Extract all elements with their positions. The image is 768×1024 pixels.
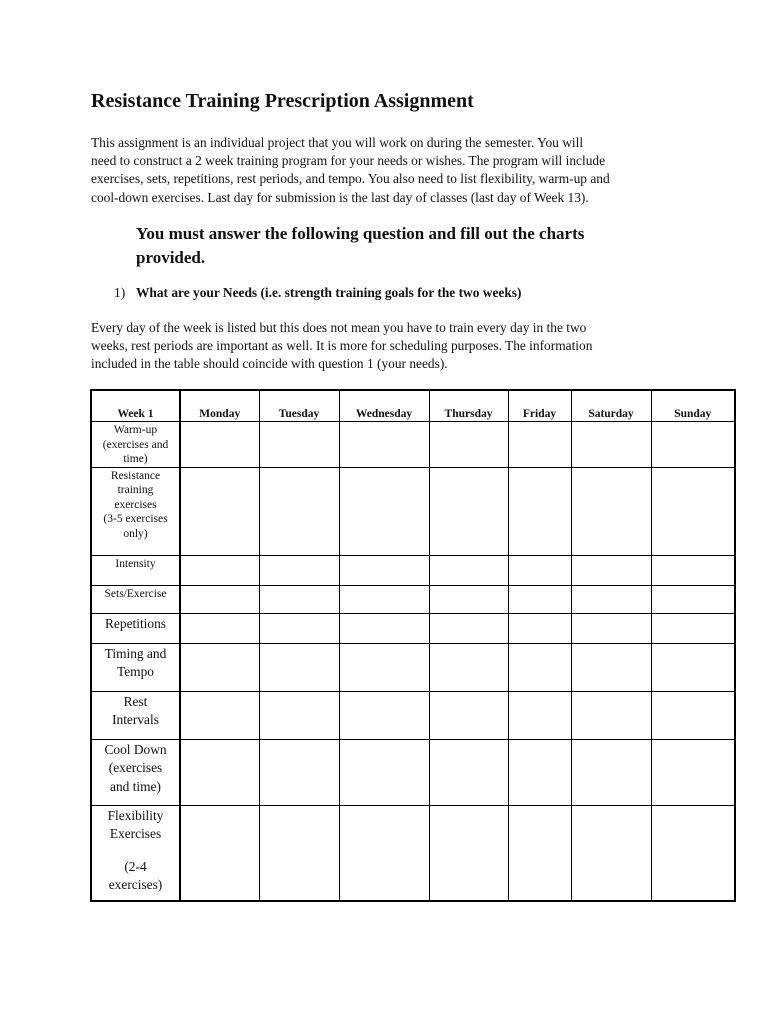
table-cell[interactable] [259,555,339,585]
table-cell[interactable] [259,691,339,739]
row-label-sets-exercise: Sets/Exercise [91,585,180,613]
table-cell[interactable] [339,467,429,555]
row-label-warm-up: Warm-up (exercises and time) [91,422,180,468]
instruction-line: You must answer the following question and fill out the charts [136,224,585,243]
table-cell[interactable] [571,613,651,643]
table-cell[interactable] [259,739,339,805]
table-cell[interactable] [651,691,735,739]
intro-line: cool-down exercises. Last day for submission is the last day of classes (last day of Week 13). [91,189,589,205]
table-cell[interactable] [508,805,571,901]
row-label-resistance-training: Resistance training exercises (3-5 exercises only) [91,467,180,555]
table-cell[interactable] [508,739,571,805]
table-cell[interactable] [571,555,651,585]
table-cell[interactable] [259,805,339,901]
table-cell[interactable] [180,585,259,613]
week-1-training-table [90,389,736,902]
table-cell[interactable] [180,643,259,691]
table-cell[interactable] [339,422,429,468]
table-cell[interactable] [571,467,651,555]
note-line: Every day of the week is listed but this does not mean you have to train every day in the two [91,320,587,335]
intro-line: need to construct a 2 week training program for your needs or wishes. The program will include [91,153,606,169]
table-cell[interactable] [259,585,339,613]
table-cell[interactable] [508,555,571,585]
note-line: included in the table should coincide with question 1 (your needs). [91,356,448,372]
header-sunday: Sunday [651,390,735,422]
table-cell[interactable] [429,739,508,805]
table-cell[interactable] [259,422,339,468]
table-cell[interactable] [571,422,651,468]
table-cell[interactable] [259,643,339,691]
header-week: Week 1 [91,390,180,422]
table-row [91,691,735,739]
table-cell[interactable] [651,555,735,585]
table-cell[interactable] [429,422,508,468]
row-label-intensity: Intensity [91,555,180,585]
table-cell[interactable] [651,805,735,901]
table-cell[interactable] [180,739,259,805]
header-friday: Friday [508,390,571,422]
table-cell[interactable] [180,422,259,468]
table-cell[interactable] [508,613,571,643]
table-cell[interactable] [339,739,429,805]
table-cell[interactable] [429,585,508,613]
table-cell[interactable] [339,555,429,585]
table-cell[interactable] [180,805,259,901]
row-label-rest-intervals: Rest Intervals [91,691,180,739]
header-tuesday: Tuesday [259,390,339,422]
table-cell[interactable] [508,467,571,555]
question-number: 1) [114,285,126,300]
table-cell[interactable] [180,467,259,555]
table-cell[interactable] [429,555,508,585]
table-cell[interactable] [259,467,339,555]
intro-paragraph [91,134,691,207]
row-label-repetitions: Repetitions [91,613,180,643]
table-cell[interactable] [339,691,429,739]
table-row [91,555,735,585]
table-row [91,613,735,643]
table-cell[interactable] [571,585,651,613]
table-cell[interactable] [180,613,259,643]
table-cell[interactable] [571,805,651,901]
table-cell[interactable] [651,643,735,691]
instruction-heading [136,222,584,269]
table-row [91,585,735,613]
instruction-line: provided. [136,247,206,267]
table-cell[interactable] [259,613,339,643]
table-cell[interactable] [651,467,735,555]
note-line: weeks, rest periods are important as well. It is more for scheduling purposes. The information [91,338,593,354]
question-1 [114,285,521,301]
row-label-cool-down: Cool Down (exercises and time) [91,739,180,805]
table-row [91,422,735,468]
row-label-flexibility: Flexibility Exercises (2-4 exercises) [91,805,180,901]
table-cell[interactable] [429,467,508,555]
intro-line: This assignment is an individual project that you will work on during the semester. You will [91,135,584,150]
header-wednesday: Wednesday [339,390,429,422]
table-cell[interactable] [429,643,508,691]
table-cell[interactable] [429,805,508,901]
page-title: Resistance Training Prescription Assignment [91,90,474,112]
row-label-timing-tempo: Timing and Tempo [91,643,180,691]
table-cell[interactable] [571,691,651,739]
table-cell[interactable] [508,422,571,468]
header-thursday: Thursday [429,390,508,422]
table-cell[interactable] [180,691,259,739]
table-cell[interactable] [651,422,735,468]
intro-line: exercises, sets, repetitions, rest periods, and tempo. You also need to list flexibility, warm-up and [91,171,610,187]
table-cell[interactable] [339,805,429,901]
table-cell[interactable] [180,555,259,585]
header-monday: Monday [180,390,259,422]
table-row [91,805,735,901]
table-cell[interactable] [429,613,508,643]
table-cell[interactable] [508,643,571,691]
question-text: What are your Needs (i.e. strength training goals for the two weeks) [136,285,522,300]
table-row [91,467,735,555]
table-row [91,643,735,691]
table-cell[interactable] [508,585,571,613]
table-cell[interactable] [571,643,651,691]
table-cell[interactable] [651,613,735,643]
table-cell[interactable] [339,585,429,613]
table-cell[interactable] [571,739,651,805]
table-cell[interactable] [508,691,571,739]
table-row [91,739,735,805]
table-cell[interactable] [339,643,429,691]
table-header-row [91,390,735,422]
table-cell[interactable] [339,613,429,643]
table-cell[interactable] [651,585,735,613]
schedule-note [91,319,592,374]
header-saturday: Saturday [571,390,651,422]
table-cell[interactable] [651,739,735,805]
table-cell[interactable] [429,691,508,739]
label-spacer [92,844,179,858]
